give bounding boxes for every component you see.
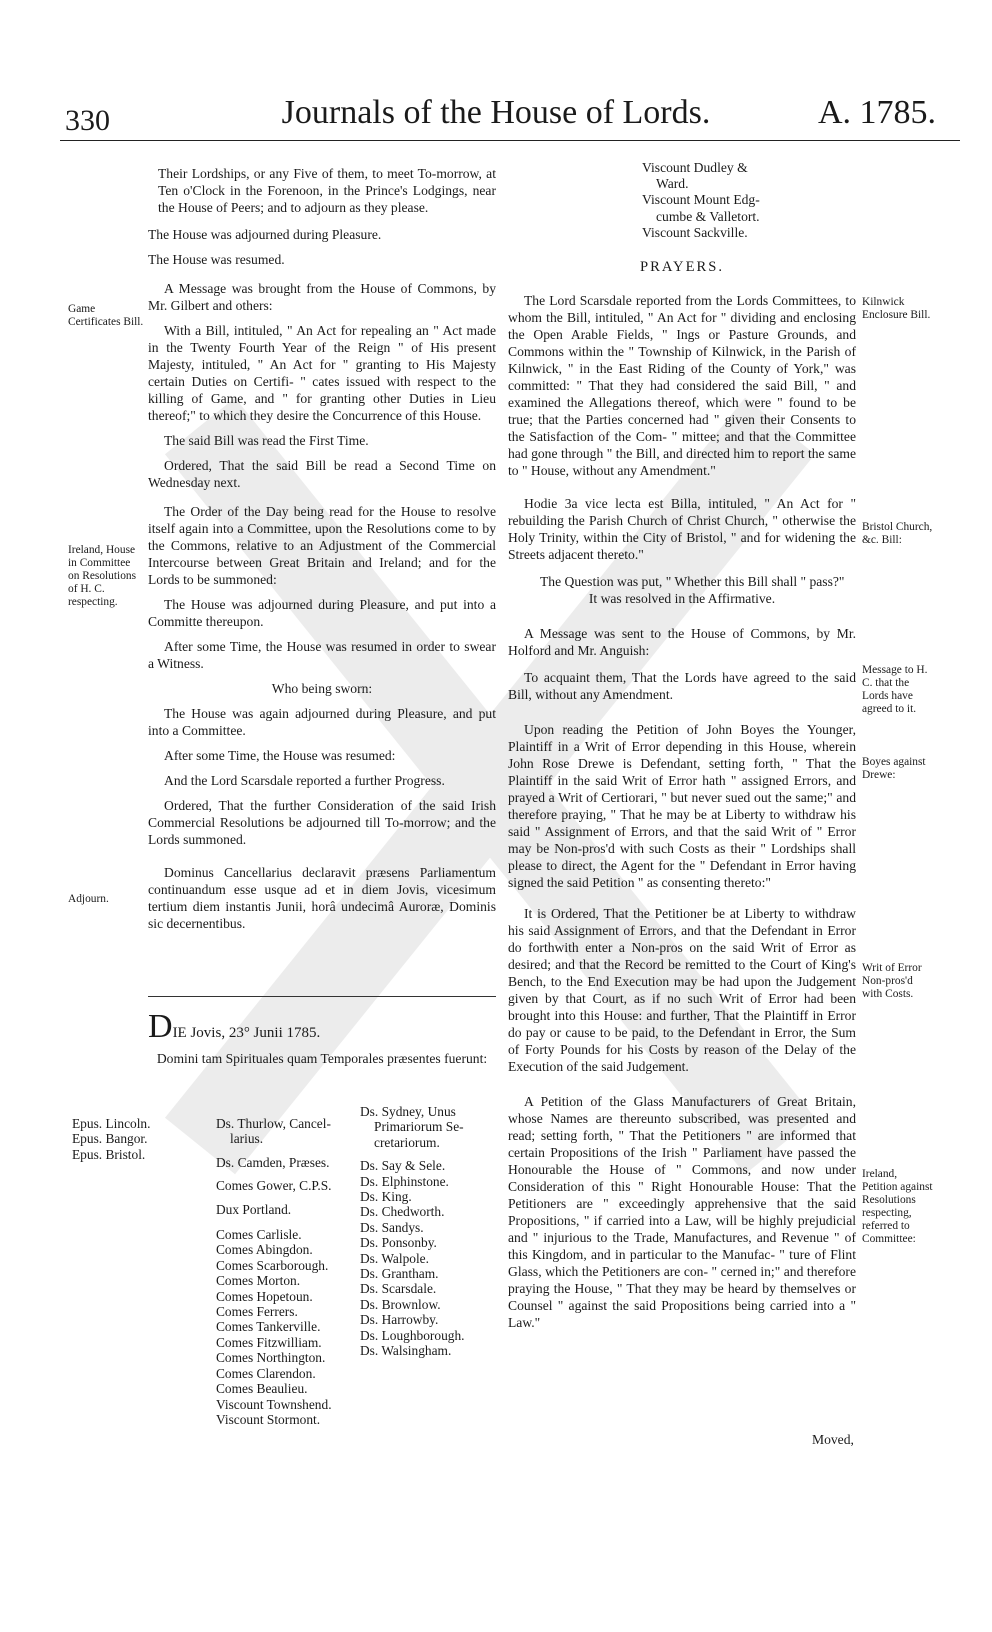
viscount-entry: Viscount Mount Edg- (642, 192, 760, 208)
viscount-entry: Viscount Sackville. (642, 224, 748, 240)
lord-entry: Ds. Brownlow. (360, 1296, 441, 1312)
paragraph-resumed-again: After some Time, the House was resumed: (164, 748, 396, 763)
prayers-heading: PRAYERS. (639, 259, 724, 275)
lord-entry: larius. (230, 1131, 264, 1147)
lord-entry: Ds. Scarsdale. (360, 1281, 437, 1297)
margin-note-ireland: Ireland, House in Committee on Resolutions of H. C. respecting. (68, 544, 137, 608)
lord-entry: cretariorum. (374, 1134, 440, 1150)
lord-entry: Ds. Camden, Præses. (216, 1154, 330, 1170)
lord-entry: Comes Fitzwilliam. (216, 1334, 322, 1350)
lord-entry: Ds. Walsingham. (360, 1343, 452, 1359)
lord-entry: Ds. Grantham. (360, 1266, 439, 1282)
paragraph-order-of-day: The Order of the Day being read for the House to resolve itself again into a Committee, upon the Resolutions come to by the Commons, relative to an Adjustment of the Commercial Intercourse between Great Britain and Ireland; and for the Lords to be summoned: (148, 504, 496, 587)
lord-entry: Ds. Chedworth. (360, 1204, 445, 1220)
die-heading (148, 1008, 321, 1045)
viscount-entry: Ward. (656, 176, 689, 192)
lord-entry: Viscount Stormont. (216, 1411, 321, 1427)
paragraph-resolved: It was resolved in the Affirmative. (588, 591, 776, 606)
journal-year: A. 1785. (818, 94, 937, 131)
journal-title: Journals of the House of Lords. (281, 94, 711, 131)
paragraph-boyes-petition: Upon reading the Petition of John Boyes the Younger, Plaintiff in a Writ of Error depending in this House, wherein John Rose Drewe is Defendant, setting forth, " That the Plaintiff in the said Writ of Error hath " assigned Errors, and prayed a Writ of Certiorari, " but never sued out the same;" and therefore praying, " That he may be at Liberty to withdraw his said " Assignment of Errors, and that the said Writ of " Error may be Non-pros'd with such Costs as their " Lordships shall please to direct, the Agent for the " Defendant in Error having signed the said Petition " as consenting thereto:" (508, 722, 856, 890)
lord-entry: Ds. Sydney, Unus (360, 1104, 456, 1119)
lord-entry: Ds. Thurlow, Cancel- (216, 1116, 331, 1131)
left-column (148, 165, 496, 932)
lord-entry: Comes Tankerville. (216, 1319, 321, 1335)
lord-entry: Comes Abingdon. (216, 1242, 313, 1258)
paragraph-ordered-irish: Ordered, That the further Consideration of the said Irish Commercial Resolutions be adjourned till To-morrow; and the Lords summoned. (148, 798, 496, 847)
paragraph-witness: After some Time, the House was resumed in order to swear a Witness. (148, 639, 496, 671)
lord-entry: Ds. Sandys. (360, 1219, 424, 1235)
margin-note-message: Message to H. C. that the Lords have agreed to it. (862, 664, 928, 715)
die-subheading: Domini tam Spirituales quam Temporales præsentes fuerunt: (156, 1051, 488, 1066)
lords-list-right (360, 1104, 500, 1359)
lord-entry: Ds. Loughborough. (360, 1327, 465, 1343)
margin-note-kilnwick: Kilnwick Enclosure Bill. (862, 296, 931, 321)
bishop-entry: Epus. Bristol. (72, 1146, 146, 1162)
catchword: Moved, (812, 1432, 854, 1447)
lord-entry: Comes Hopetoun. (216, 1288, 313, 1304)
viscount-entry: cumbe & Valletort. (656, 208, 760, 224)
paragraph-committee: The House was adjourned during Pleasure, and put into a Committe thereupon. (148, 597, 496, 629)
lord-entry: Ds. King. (360, 1189, 412, 1205)
paragraph-ordered-nonpros: It is Ordered, That the Petitioner be at Liberty to withdraw his said Assignment of Errors, and that the Defendant in Error do forthwith enter a Non-pros on the said Writ of Error as desired; and that the Record be remitted to the Court of King's Bench, to the End Execution may be had upon the Judgement given by that Court, as if no such Writ of Error had been brought into this House: and further, That the Plaintiff in Error do pay or cause to be paid, to the Defendant in Error, the Sum of Forty Pounds for his Costs by reason of the Delay of the Execution of the said Judgement. (508, 906, 856, 1074)
lord-entry: Ds. Elphinstone. (360, 1173, 449, 1189)
paragraph-first-reading: The said Bill was read the First Time. (164, 433, 369, 448)
paragraph-acquaint: To acquaint them, That the Lords have agreed to the said Bill, without any Amendment. (508, 670, 856, 702)
margin-note-ireland-petition: Ireland, Petition against Resolutions respecting, referred to Committee: (862, 1168, 933, 1245)
paragraph-kilnwick-report: The Lord Scarsdale reported from the Lords Committees, to whom the Bill, intituled, " An Act for " dividing and enclosing the Open Arable Fields, " Ings or Pasture Grounds, and Commons within the " Township of Kilnwick, in the Parish of Kilnwick, " in the East Riding of the County of York," was committed: " That they had considered the said Bill, " and examined the Allegations thereof, which were " found to be true; that the Parties concerned had " given their Consents to the Satisfaction of the Com- " mittee; and that the Committee had gone through " the Bill, and directed him to report the same to " House, without any Amendment." (508, 293, 856, 478)
lord-entry: Viscount Townshend. (216, 1396, 332, 1412)
bishop-entry: Epus. Bangor. (72, 1131, 148, 1147)
lords-list-left (216, 1116, 356, 1427)
die-date: IE Jovis, 23° Junii 1785. (172, 1025, 321, 1041)
lord-entry: Ds. Walpole. (360, 1250, 429, 1266)
viscount-entry: Viscount Dudley & (642, 160, 748, 175)
lord-entry: Comes Scarborough. (216, 1257, 329, 1273)
paragraph-committee-meeting: Their Lordships, or any Five of them, to meet To-morrow, at Ten o'Clock in the Forenoon, in the Prince's Lodgings, near the House of Peers; and to adjourn as they please. (158, 166, 496, 215)
lord-entry: Comes Gower, C.P.S. (216, 1178, 332, 1194)
lord-entry: Comes Clarendon. (216, 1365, 316, 1381)
lord-entry: Ds. Harrowby. (360, 1312, 439, 1328)
paragraph-game-bill: With a Bill, intituled, " An Act for repealing an " Act made in the Twenty Fourth Year of the Reign " of His present Majesty, intituled, " An Act for " granting to His Majesty certain Duties on Certifi- " cates issued with respect to the killing of Game, and " for granting other Duties in Lieu thereof;" to which they desire the Concurrence of this House. (148, 323, 496, 423)
paragraph-message-holford: A Message was sent to the House of Commons, by Mr. Holford and Mr. Anguish: (508, 626, 856, 658)
lord-entry: Comes Carlisle. (216, 1227, 302, 1243)
paragraph-committee-again: The House was again adjourned during Pleasure, and put into a Committee. (148, 706, 496, 738)
bishops-list (72, 1116, 151, 1162)
lord-entry: Comes Northington. (216, 1350, 326, 1366)
paragraph-adjourned: The House was adjourned during Pleasure. (148, 227, 382, 242)
lord-entry: Comes Morton. (216, 1273, 301, 1289)
paragraph-resumed: The House was resumed. (148, 252, 285, 267)
paragraph-question: The Question was put, " Whether this Bill shall " pass?" (540, 574, 845, 589)
section-rule (148, 996, 496, 997)
margin-note-game: Game Certificates Bill. (68, 303, 144, 328)
lord-entry: Primariorum Se- (374, 1119, 464, 1135)
paragraph-ordered-second-reading: Ordered, That the said Bill be read a Second Time on Wednesday next. (148, 458, 496, 490)
right-column (508, 292, 856, 1331)
lord-entry: Comes Beaulieu. (216, 1381, 308, 1397)
viscounts-list (642, 160, 842, 241)
lord-entry: Dux Portland. (216, 1201, 292, 1217)
margin-note-boyes: Boyes against Drewe: (862, 756, 926, 781)
page-number: 330 (65, 104, 110, 137)
margin-note-adjourn: Adjourn. (68, 893, 109, 905)
margin-note-writ: Writ of Error Non-pros'd with Costs. (862, 962, 922, 1000)
bishop-entry: Epus. Lincoln. (72, 1116, 151, 1131)
lord-entry: Comes Ferrers. (216, 1304, 298, 1320)
paragraph-latin-adjournment: Dominus Cancellarius declaravit præsens Parliamentum continuandum esse usque ad et in diem Jovis, vicesimum tertium diem instantis Junii, horâ undecimâ Auroræ, Dominis sic decernentibus. (148, 865, 496, 931)
paragraph-bristol-bill: Hodie 3a vice lecta est Billa, intituled, " An Act for " rebuilding the Parish Church of Christ Church, " otherwise the Holy Trinity, within the City of Bristol, " and for widening the Streets adjacent thereto." (508, 496, 856, 562)
paragraph-sworn: Who being sworn: (271, 681, 373, 696)
paragraph-glass-petition: A Petition of the Glass Manufacturers of Great Britain, whose Names are thereunto subscribed, was presented and read; setting forth, " That the Petitioners " are informed that certain Propositions of the Irish " Parliament have passed the Honourable the House of " Commons, and now under Consideration of this " Right Honourable House: That the Petitioners are " exceedingly apprehensive that the said Propositions, " if carried into a Law, will be highly prejudicial and " injurious to the Trade, Manufactures, and Revenue " of this Kingdom, and in particular to the Manufac- " ture of Flint Glass, which the Petitioners are con- " cerned in;" and therefore praying the House, " That they may be heard by themselves or Counsel " against the said Propositions being carried into a " Law." (508, 1094, 856, 1330)
paragraph-message-gilbert: A Message was brought from the House of Commons, by Mr. Gilbert and others: (148, 281, 496, 313)
paragraph-scarsdale-progress: And the Lord Scarsdale reported a further Progress. (164, 773, 445, 788)
drop-cap: D (148, 1008, 173, 1045)
lord-entry: Ds. Say & Sele. (360, 1158, 446, 1174)
margin-note-bristol: Bristol Church, &c. Bill: (862, 521, 933, 546)
header-rule (60, 140, 960, 141)
lord-entry: Ds. Ponsonby. (360, 1235, 437, 1251)
